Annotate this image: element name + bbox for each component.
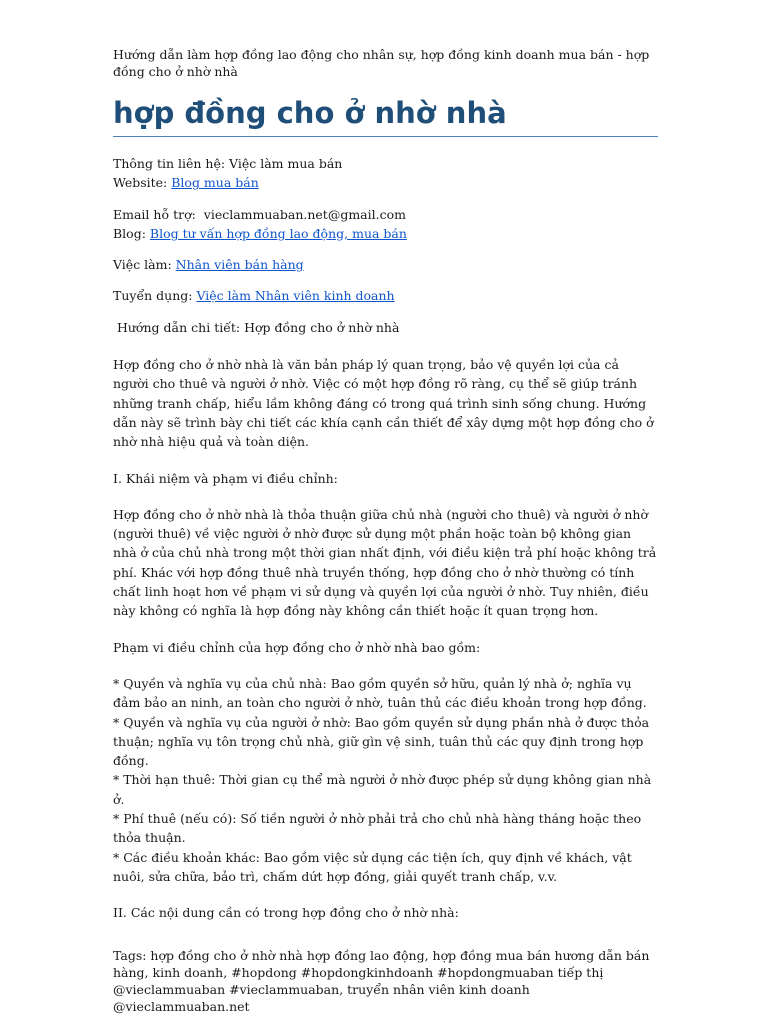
email-value: vieclammuaban.net@gmail.com (203, 206, 406, 222)
contact-info-label: Thông tin liên hệ: (113, 156, 230, 171)
scope-heading: Phạm vi điều chỉnh của hợp đồng cho ở nhờ nhà bao gồm: (113, 639, 481, 655)
job-link[interactable]: Nhân viên bán hàng (175, 257, 304, 273)
section1-body: Hợp đồng cho ở nhờ nhà là thỏa thuận giữa chủ nhà (người cho thuê) và người ở nhờ (người thuê) về việc người ở nhờ được sử dụng một phần hoặc toàn bộ không gian nhà ở của chủ nhà trong một thời gian nhất định, với điều kiện trả phí hoặc không trả phí. Khác với hợp đồng thuê nhà truyền thống, hợp đồng cho ở nhờ thường có tính chất linh hoạt hơn về phạm vi sử dụng và quyền lợi của người ở nhờ. Tuy nhiên, điều này không có nghĩa là hợp đồng này không cần thiết hoặc ít quan trọng hơn. (113, 506, 657, 619)
recruit-label: Tuyển dụng: (113, 288, 197, 304)
email-line (113, 205, 658, 224)
section1-heading: I. Khái niệm và phạm vi điều chỉnh: (113, 470, 338, 486)
tags-line: Tags: hợp đồng cho ở nhờ nhà hợp đồng lao động, hợp đồng mua bán hương dẫn bán hàng, kinh doanh, #hopdong #hopdongkinhdoanh #hopdongmuaban tiếp thị @vieclammuaban #vieclammuaban, truyển nhân viên kinh doanh @vieclammuaban.net (113, 947, 650, 1014)
guide-line (113, 318, 658, 337)
document-header: Hướng dẫn làm hợp đồng lao động cho nhân sự, hợp đồng kinh doanh mua bán - hợp đồng cho ở nhờ nhà (113, 47, 650, 79)
website-label: Website: (113, 175, 172, 191)
job-line (113, 255, 658, 274)
blog-link[interactable]: Blog tư vấn hợp đồng lao động, mua bán (149, 225, 407, 241)
page-title: hợp đồng cho ở nhờ nhà (113, 95, 658, 137)
blog-line (113, 224, 658, 243)
blog-label: Blog: (113, 225, 150, 241)
list-item: * Quyền và nghĩa vụ của người ở nhờ: Bao gồm quyền sử dụng phần nhà ở được thỏa thuận; nghĩa vụ tôn trọng chủ nhà, giữ gìn vệ sinh, tuân thủ các quy định trong hợp đồng. (113, 714, 650, 769)
job-label: Việc làm: (113, 257, 176, 273)
list-item: * Thời hạn thuê: Thời gian cụ thể mà người ở nhờ được phép sử dụng không gian nhà ở. (113, 772, 652, 807)
list-item: * Các điều khoản khác: Bao gồm việc sử dụng các tiện ích, quy định về khách, vật nuôi, sửa chữa, bảo trì, chấm dứt hợp đồng, giải quyết tranh chấp, v.v. (113, 849, 632, 884)
list-item: * Quyền và nghĩa vụ của chủ nhà: Bao gồm quyền sở hữu, quản lý nhà ở; nghĩa vụ đảm bảo an ninh, an toàn cho người ở nhờ, tuân thủ các điều khoản trong hợp đồng. (113, 675, 647, 711)
website-line (113, 173, 658, 192)
email-label: Email hỗ trợ: (113, 206, 196, 222)
contact-info-value: Việc làm mua bán (229, 156, 343, 171)
guide-text: Hướng dẫn chi tiết: Hợp đồng cho ở nhờ nhà (116, 319, 400, 335)
intro-paragraph: Hợp đồng cho ở nhờ nhà là văn bản pháp lý quan trọng, bảo vệ quyền lợi của cả người cho thuê và người ở nhờ. Việc có một hợp đồng rõ ràng, cụ thể sẽ giúp tránh những tranh chấp, hiểu lầm không đáng có trong quá trình sinh sống chung. Hướng dẫn này sẽ trình bày chi tiết các khía cạnh cần thiết để xây dựng một hợp đồng cho ở nhờ nhà hiệu quả và toàn diện. (113, 357, 654, 450)
contact-info (113, 154, 658, 173)
recruit-line (113, 286, 658, 305)
document-page (113, 46, 658, 1015)
recruit-link[interactable]: Việc làm Nhân viên kinh doanh (196, 288, 395, 304)
website-link[interactable]: Blog mua bán (171, 175, 259, 191)
list-item: * Phí thuê (nếu có): Số tiền người ở nhờ phải trả cho chủ nhà hàng tháng hoặc theo thỏa thuận. (113, 811, 642, 846)
section2-heading: II. Các nội dung cần có trong hợp đồng cho ở nhờ nhà: (113, 905, 459, 921)
